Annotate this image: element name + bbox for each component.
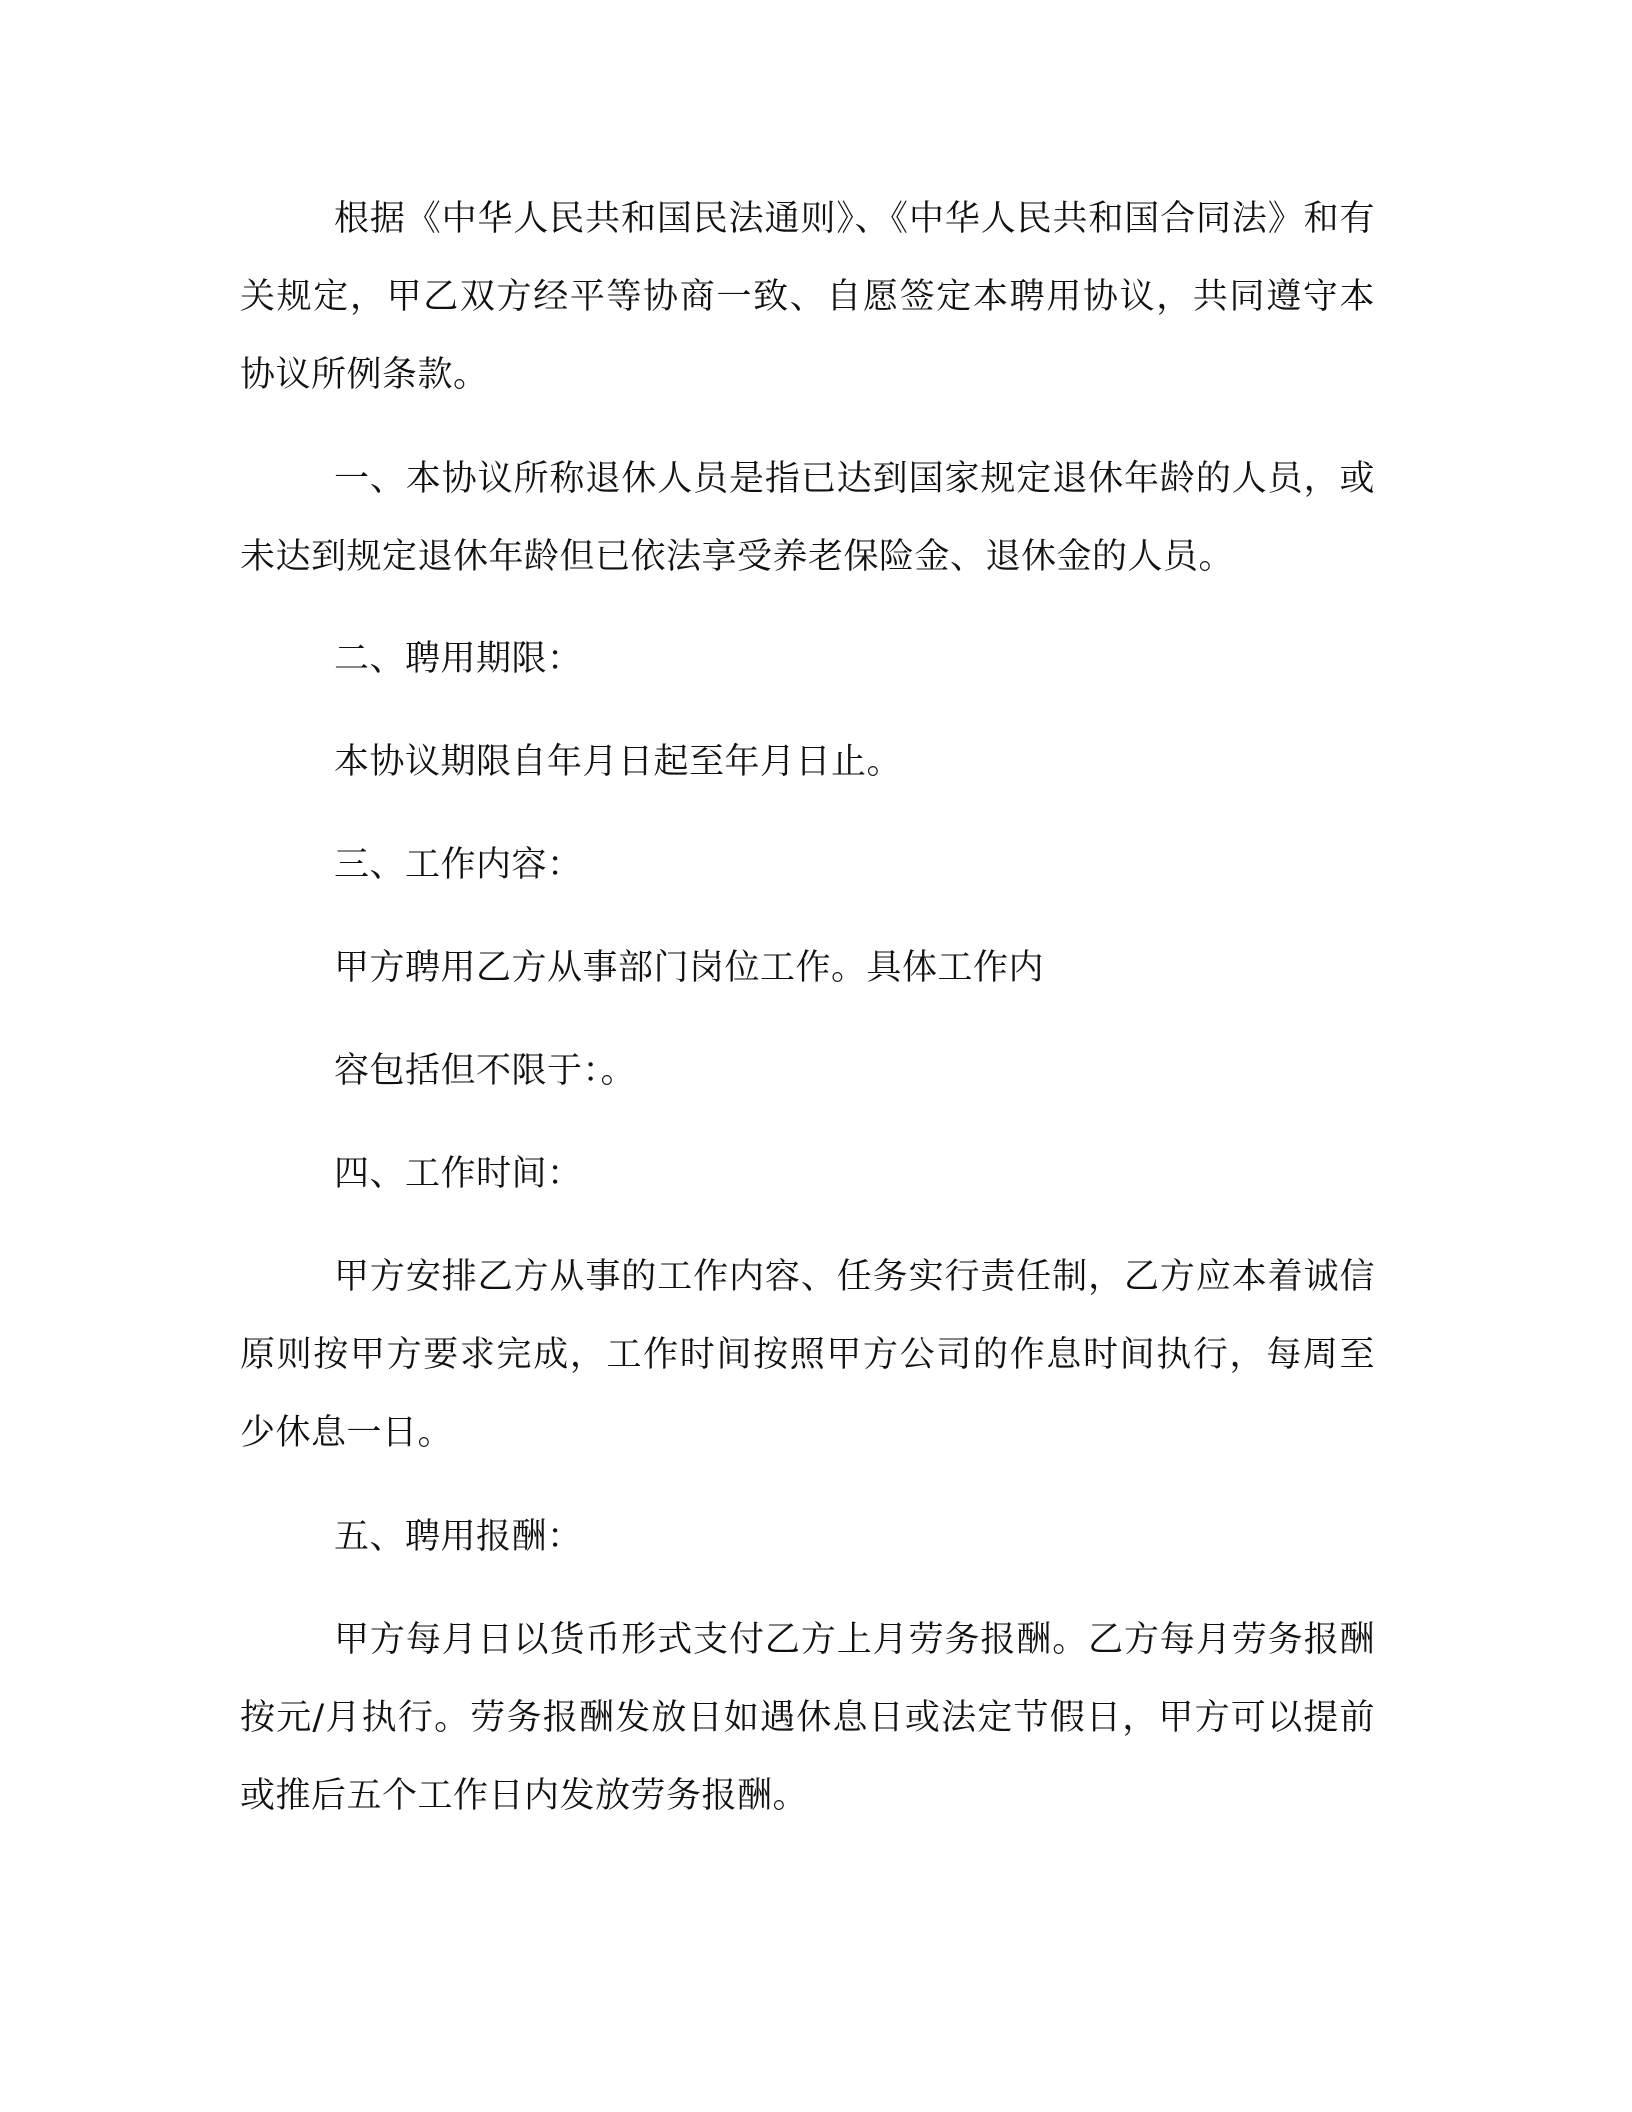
paragraph-work-time: 甲方安排乙方从事的工作内容、任务实行责任制，乙方应本着诚信原则按甲方要求完成，工作时间按照甲方公司的作息时间执行，每周至少休息一日。: [240, 1257, 1375, 1453]
heading-work-content: 三、工作内容：: [334, 845, 583, 885]
paragraph-term: 本协议期限自年月日起至年月日止。: [334, 742, 903, 782]
heading-term: 二、聘用期限：: [334, 639, 583, 679]
paragraph-work-content-2: 容包括但不限于：。: [334, 1051, 637, 1091]
heading-work-time: 四、工作时间：: [334, 1154, 583, 1194]
paragraph-preamble: 根据《中华人民共和国民法通则》、《中华人民共和国合同法》和有关规定，甲乙双方经平等协商一致、自愿签定本聘用协议，共同遵守本协议所例条款。: [240, 199, 1375, 395]
paragraph-work-content-1: 甲方聘用乙方从事部门岗位工作。具体工作内: [334, 948, 1045, 988]
heading-remuneration: 五、聘用报酬：: [334, 1517, 583, 1557]
paragraph-remuneration: 甲方每月日以货币形式支付乙方上月劳务报酬。乙方每月劳务报酬按元/月执行。劳务报酬发放日如遇休息日或法定节假日，甲方可以提前或推后五个工作日内发放劳务报酬。: [240, 1620, 1375, 1816]
paragraph-article-1: 一、本协议所称退休人员是指已达到国家规定退休年龄的人员，或未达到规定退休年龄但已依法享受养老保险金、退休金的人员。: [240, 459, 1375, 577]
